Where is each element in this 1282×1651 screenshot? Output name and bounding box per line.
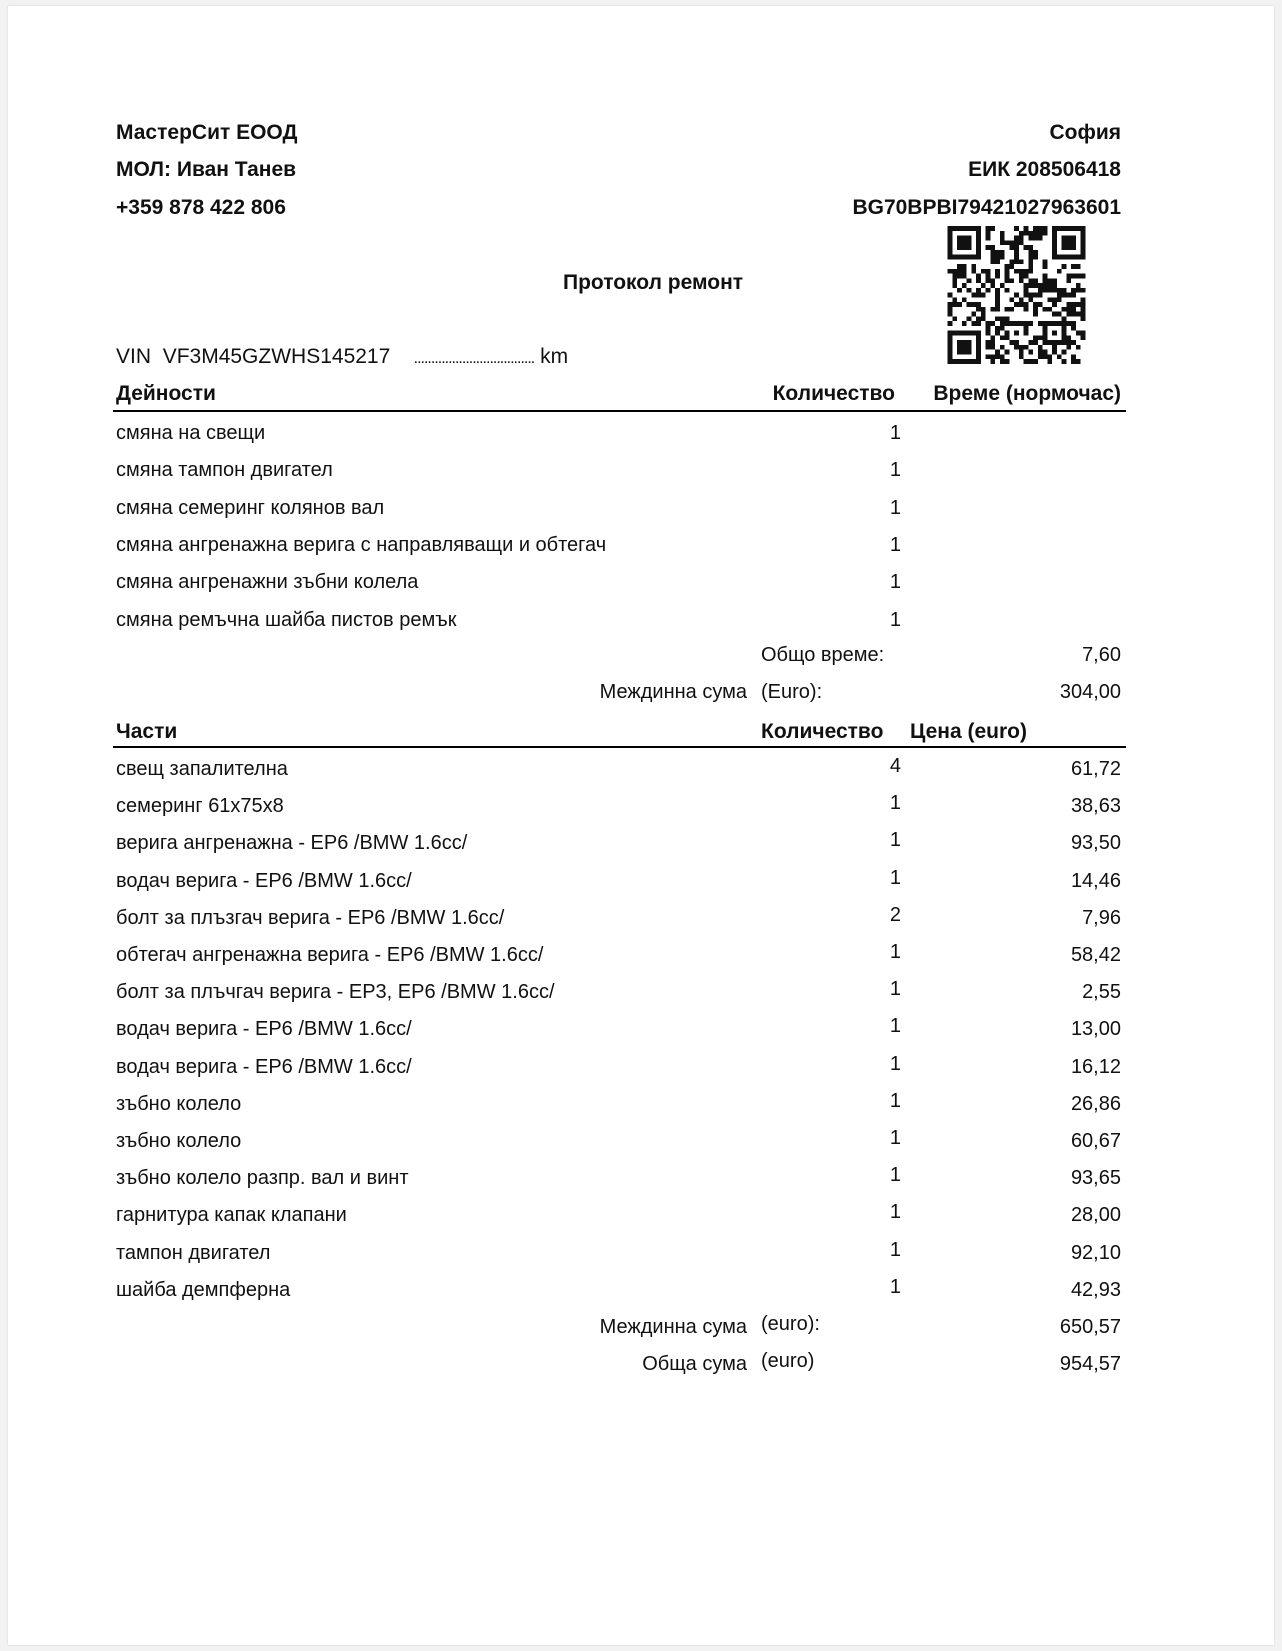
- vin-value: VF3M45GZWHS145217: [162, 345, 391, 368]
- part-name: болт за плъзгач верига - EP6 /BMW 1.6cc/: [116, 906, 505, 929]
- parts-header-name: Части: [116, 720, 178, 743]
- grand-total-unit: (euro): [761, 1350, 815, 1372]
- part-price: 58,42: [1070, 944, 1121, 966]
- part-qty: 1: [889, 1052, 901, 1075]
- actions-subtotal-unit: (Euro):: [761, 681, 823, 703]
- part-qty: 1: [889, 792, 901, 815]
- part-qty: 1: [889, 1201, 901, 1224]
- action-name: смяна ангренажна верига с направляващи и обтегач: [116, 533, 607, 556]
- part-name: зъбно колело разпр. вал и винт: [116, 1167, 409, 1190]
- action-name: смяна на свещи: [116, 422, 266, 444]
- action-qty: 1: [889, 422, 901, 444]
- actions-subtotal-label: Междинна сума: [599, 681, 747, 703]
- parts-header-qty: Количество: [761, 720, 884, 743]
- part-price: 42,93: [1070, 1278, 1121, 1301]
- part-price: 7,96: [1082, 906, 1121, 929]
- part-price: 38,63: [1070, 795, 1121, 818]
- company-mol: МОЛ: Иван Танев: [116, 158, 297, 181]
- part-qty: 4: [889, 755, 901, 777]
- parts-subtotal-label: Междинна сума: [599, 1316, 747, 1338]
- part-price: 14,46: [1070, 869, 1121, 892]
- part-qty: 1: [889, 1089, 901, 1112]
- actions-subtotal-value: 304,00: [1059, 681, 1121, 703]
- part-price: 2,55: [1082, 981, 1121, 1004]
- action-qty: 1: [889, 533, 901, 556]
- action-qty: 1: [889, 608, 901, 631]
- part-name: свещ запалителна: [116, 758, 288, 780]
- action-qty: 1: [889, 496, 901, 519]
- parts-header-price: Цена (euro): [910, 720, 1027, 743]
- part-name: гарнитура капак клапани: [116, 1204, 347, 1227]
- company-iban: BG70BPBI79421027963601: [852, 196, 1121, 219]
- part-price: 92,10: [1070, 1241, 1121, 1264]
- total-time-value: 7,60: [1082, 644, 1121, 666]
- part-name: шайба демпферна: [116, 1278, 291, 1301]
- part-qty: 2: [889, 903, 901, 926]
- company-city: София: [1049, 121, 1121, 144]
- parts-subtotal-unit: (euro):: [761, 1313, 820, 1335]
- part-price: 28,00: [1070, 1204, 1121, 1227]
- grand-total-value: 954,57: [1059, 1353, 1121, 1375]
- km-label: km: [540, 345, 569, 368]
- part-qty: 1: [889, 1275, 901, 1298]
- part-name: водач верига - EP6 /BMW 1.6cc/: [116, 1018, 412, 1041]
- part-name: обтегач ангренажна верига - EP6 /BMW 1.6cc/: [116, 944, 544, 966]
- parts-subtotal-value: 650,57: [1059, 1316, 1121, 1338]
- part-name: болт за плъчгач верига - EP3, EP6 /BMW 1.6cc/: [116, 981, 555, 1004]
- action-qty: 1: [889, 459, 901, 482]
- part-price: 61,72: [1070, 758, 1121, 780]
- vin-label: VIN: [116, 345, 152, 368]
- part-name: зъбно колело: [116, 1130, 242, 1152]
- company-phone: +359 878 422 806: [116, 196, 286, 219]
- action-name: смяна семеринг колянов вал: [116, 496, 385, 519]
- part-name: семеринг 61x75x8: [116, 795, 284, 818]
- part-qty: 1: [889, 1127, 901, 1149]
- document-title: Протокол ремонт: [563, 271, 744, 294]
- grand-total-label: Обща сума: [642, 1353, 747, 1375]
- part-name: водач верига - EP6 /BMW 1.6cc/: [116, 1055, 412, 1078]
- parts-header-rule: [113, 746, 1126, 748]
- vin-line: [116, 345, 568, 369]
- part-qty: 1: [889, 1164, 901, 1187]
- action-name: смяна ремъчна шайба пистов ремък: [116, 608, 457, 631]
- km-blank: ...................................: [413, 350, 535, 367]
- part-qty: 1: [889, 978, 901, 1001]
- actions-header-qty: Количество: [772, 382, 895, 405]
- qr-code-icon: [944, 226, 1089, 364]
- actions-header-rule: [113, 410, 1126, 412]
- part-name: водач верига - EP6 /BMW 1.6cc/: [116, 869, 412, 892]
- action-name: смяна тампон двигател: [116, 459, 333, 482]
- total-time-label: Общо време:: [761, 644, 885, 666]
- actions-header-name: Дейности: [116, 382, 216, 405]
- actions-header-time: Време (нормочас): [933, 382, 1121, 405]
- part-name: тампон двигател: [116, 1241, 271, 1264]
- part-name: зъбно колело: [116, 1092, 242, 1115]
- part-price: 26,86: [1070, 1092, 1121, 1115]
- part-qty: 1: [889, 941, 901, 963]
- company-eik: ЕИК 208506418: [968, 158, 1121, 181]
- part-price: 93,50: [1070, 832, 1121, 855]
- part-price: 13,00: [1070, 1018, 1121, 1041]
- part-qty: 1: [889, 829, 901, 852]
- action-name: смяна ангренажни зъбни колела: [116, 571, 419, 594]
- part-price: 60,67: [1070, 1130, 1121, 1152]
- part-name: верига ангренажна - EP6 /BMW 1.6cc/: [116, 832, 468, 855]
- part-qty: 1: [889, 1015, 901, 1038]
- part-price: 16,12: [1070, 1055, 1121, 1078]
- part-price: 93,65: [1070, 1167, 1121, 1190]
- company-name: МастерСит ЕООД: [116, 121, 298, 144]
- part-qty: 1: [889, 866, 901, 889]
- action-qty: 1: [889, 571, 901, 594]
- part-qty: 1: [889, 1238, 901, 1261]
